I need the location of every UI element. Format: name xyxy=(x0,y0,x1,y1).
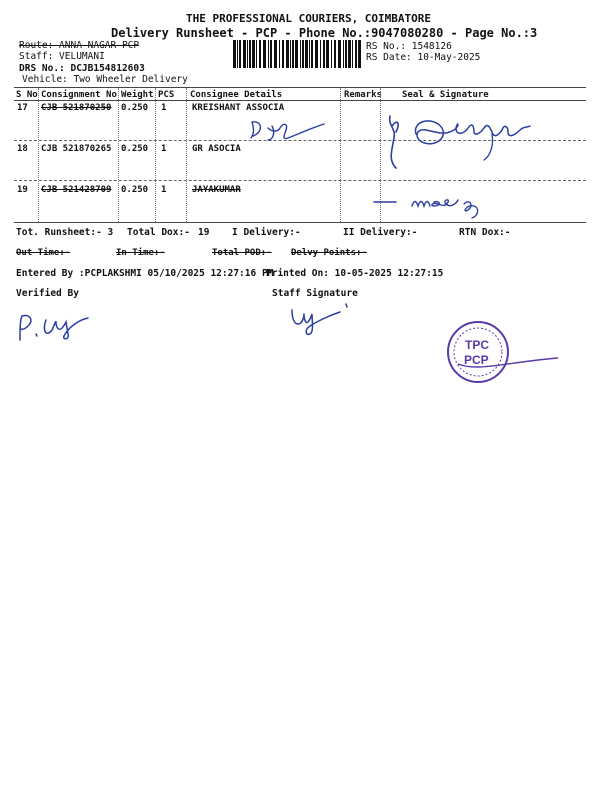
barcode-bar xyxy=(279,40,280,68)
col-header-consignee: Consignee Details xyxy=(190,90,283,100)
barcode-bar xyxy=(323,40,325,68)
row-weight: 0.250 xyxy=(121,103,149,113)
barcode-bar xyxy=(331,40,332,68)
barcode-bar xyxy=(315,40,318,68)
barcode-bar xyxy=(338,40,341,68)
barcode-bar xyxy=(252,40,255,68)
barcode-image xyxy=(233,40,361,68)
row-sno: 17 xyxy=(17,103,28,113)
barcode-bar xyxy=(243,40,246,68)
barcode-bar xyxy=(268,40,269,68)
barcode-bar xyxy=(292,40,294,68)
rtn-dox: RTN Dox:- xyxy=(459,227,511,238)
barcode-bar xyxy=(305,40,308,68)
rs-date: RS Date: 10-May-2025 xyxy=(366,52,481,63)
barcode-bar xyxy=(239,40,241,68)
row-consignment: CJB 521870250 xyxy=(41,103,112,113)
col-header-sno: S No xyxy=(16,90,38,100)
table-header-border xyxy=(14,100,586,101)
col-header-weight: Weight xyxy=(121,90,154,100)
barcode-bar xyxy=(249,40,251,68)
row-separator xyxy=(14,180,586,181)
barcode-bar xyxy=(300,40,301,68)
row-weight: 0.250 xyxy=(121,144,149,154)
rs-number: RS No.: 1548126 xyxy=(366,41,452,52)
col-header-seal: Seal & Signature xyxy=(402,90,489,100)
vehicle-info: Vehicle: Two Wheeler Delivery xyxy=(22,74,188,85)
barcode-bar xyxy=(348,40,351,68)
row-consignment: CJB 521428709 xyxy=(41,185,112,195)
table-top-border xyxy=(14,87,586,88)
barcode-bar xyxy=(302,40,304,68)
barcode-bar xyxy=(345,40,347,68)
signature-verified-by xyxy=(16,310,96,344)
barcode-bar xyxy=(233,40,236,68)
barcode-bar xyxy=(309,40,310,68)
barcode-bar xyxy=(263,40,266,68)
signature-row17-remarks xyxy=(246,114,336,144)
row-weight: 0.250 xyxy=(121,185,149,195)
row-consignment: CJB 521870265 xyxy=(41,144,112,154)
row-pcs: 1 xyxy=(161,185,167,195)
signature-staff xyxy=(288,300,368,334)
entered-by: Entered By :PCPLAKSHMI 05/10/2025 12:27:16 PM xyxy=(16,268,274,279)
signature-row17-seal xyxy=(382,104,562,174)
signature-row19-seal xyxy=(372,186,512,220)
col-divider xyxy=(38,88,39,222)
col-divider xyxy=(186,88,187,222)
row-consignee: GR ASOCIA xyxy=(192,144,241,154)
barcode-bar xyxy=(334,40,336,68)
route-info: Route: ANNA NAGAR PCP xyxy=(19,40,140,51)
col-header-pcs: PCS xyxy=(158,90,175,100)
col-divider xyxy=(155,88,156,222)
printed-on: Printed On: 10-05-2025 12:27:15 xyxy=(266,268,444,279)
staff-info: Staff: VELUMANI xyxy=(19,51,105,62)
in-time: In Time:- xyxy=(116,248,165,258)
row-consignee: KREISHANT ASSOCIA xyxy=(192,103,285,113)
out-time: Out Time:- xyxy=(16,248,71,258)
ii-delivery: II Delivery:- xyxy=(343,227,418,238)
barcode-bar xyxy=(286,40,289,68)
row-pcs: 1 xyxy=(161,103,167,113)
company-title: THE PROFESSIONAL COURIERS, COIMBATORE xyxy=(186,12,432,25)
barcode-bar xyxy=(290,40,291,68)
total-pod: Total POD:- xyxy=(212,248,272,258)
barcode-bar xyxy=(343,40,344,68)
barcode-bar xyxy=(247,40,248,68)
col-header-remarks: Remarks xyxy=(344,90,382,100)
barcode-bar xyxy=(237,40,238,68)
barcode-bar xyxy=(256,40,257,68)
company-stamp xyxy=(444,318,564,388)
barcode-bar xyxy=(320,40,321,68)
i-delivery: I Delivery:- xyxy=(232,227,301,238)
barcode-bar xyxy=(355,40,357,68)
drs-number: DRS No.: DCJB154812603 xyxy=(19,63,145,74)
stamp-text-2: PCP xyxy=(464,353,489,367)
barcode-bar xyxy=(311,40,313,68)
staff-signature-label: Staff Signature xyxy=(272,288,358,299)
col-divider xyxy=(118,88,119,222)
barcode-bar xyxy=(270,40,272,68)
barcode-bar xyxy=(259,40,261,68)
runsheet-subtitle: Delivery Runsheet - PCP - Phone No.:9047080280 - Page No.:3 xyxy=(111,26,538,40)
tot-runsheet: Tot. Runsheet:- 3 xyxy=(16,227,114,238)
barcode-bar xyxy=(274,40,277,68)
total-dox-value: 19 xyxy=(198,227,210,238)
barcode-bar xyxy=(358,40,361,68)
verified-by-label: Verified By xyxy=(16,288,79,299)
row-consignee: JAYAKUMAR xyxy=(192,185,241,195)
stamp-text-1: TPC xyxy=(465,338,489,352)
row-sno: 18 xyxy=(17,144,28,154)
col-divider xyxy=(340,88,341,222)
barcode-bar xyxy=(282,40,284,68)
delvy-points: Delvy Points:- xyxy=(291,248,367,258)
row-sno: 19 xyxy=(17,185,28,195)
table-bottom-border xyxy=(14,222,586,223)
total-dox-label: Total Dox:- xyxy=(127,227,190,238)
col-header-consignment: Consignment No xyxy=(41,90,117,100)
barcode-bar xyxy=(295,40,298,68)
row-pcs: 1 xyxy=(161,144,167,154)
barcode-bar xyxy=(352,40,353,68)
barcode-bar xyxy=(326,40,329,68)
